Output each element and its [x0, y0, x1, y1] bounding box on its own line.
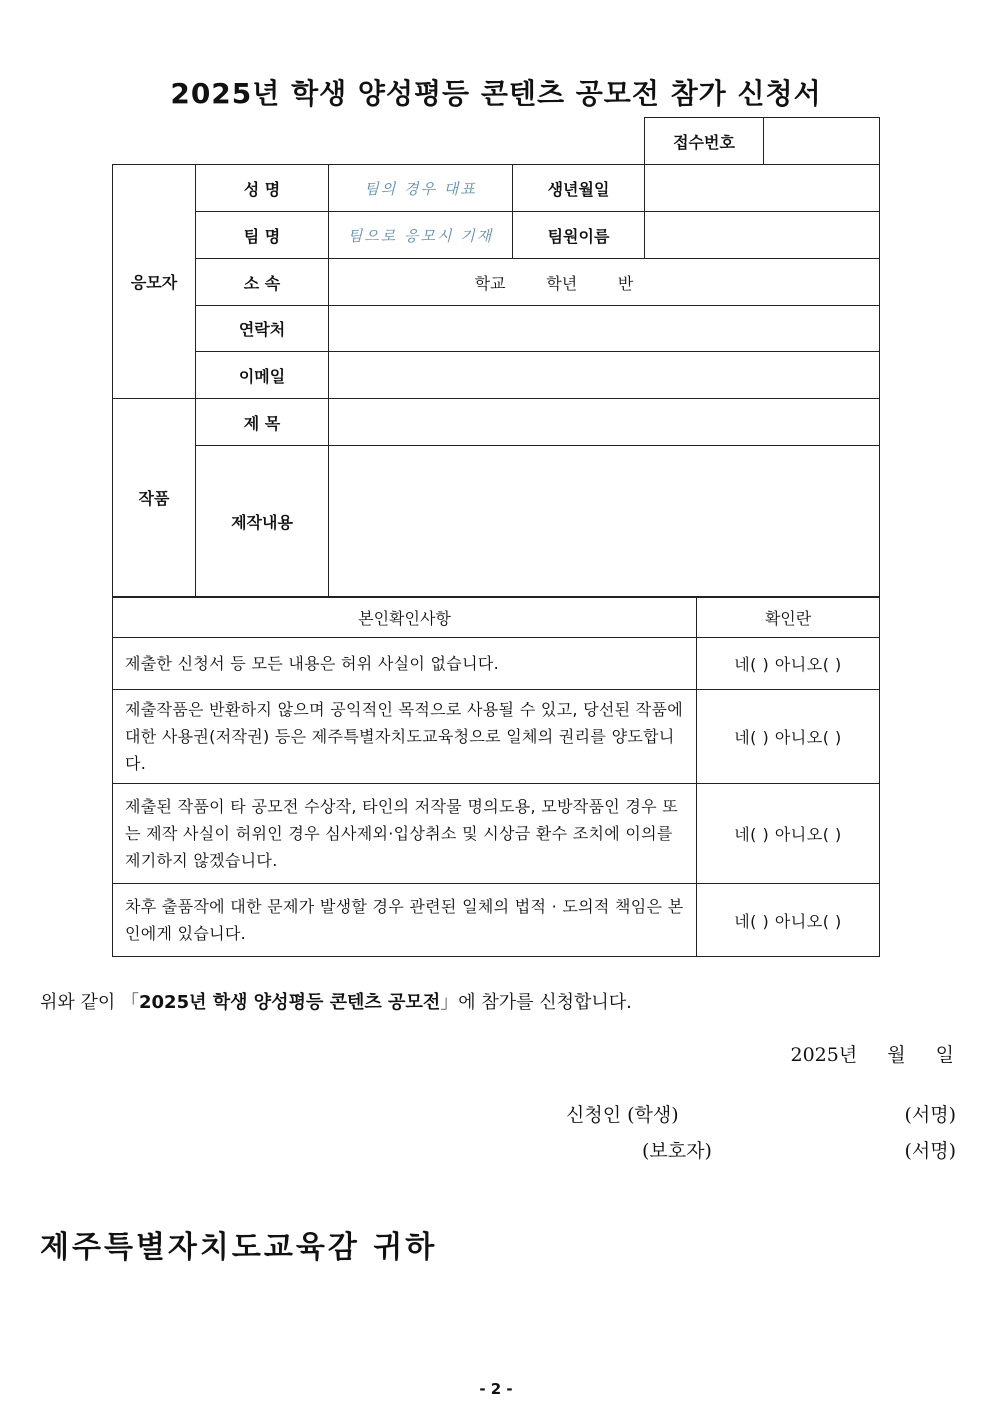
name-label: 성 명: [196, 165, 329, 212]
affiliation-label: 소 속: [196, 259, 329, 306]
team-label: 팀 명: [196, 212, 329, 259]
work-content-label: 제작내용: [196, 446, 329, 597]
email-field[interactable]: [329, 352, 880, 399]
student-signature-label: 신청인 (학생): [566, 1104, 679, 1126]
work-content-field[interactable]: [329, 446, 880, 597]
form-title: 2025년 학생 양성평등 콘텐츠 공모전 참가 신청서: [170, 77, 822, 110]
contact-field[interactable]: [329, 306, 880, 352]
birth-field[interactable]: [645, 165, 880, 212]
members-label: 팀원이름: [513, 212, 645, 259]
confirm-yes-no-4[interactable]: 네( ) 아니오( ): [697, 884, 880, 957]
guardian-signature-mark[interactable]: (서명): [904, 1140, 956, 1162]
applicant-work-table: [112, 164, 880, 597]
confirm-yes-no-1[interactable]: 네( ) 아니오( ): [697, 638, 880, 690]
receipt-table: [644, 117, 880, 165]
contact-label: 연락처: [196, 306, 329, 352]
confirm-yes-no-3[interactable]: 네( ) 아니오( ): [697, 784, 880, 884]
confirm-items-header: 본인확인사항: [113, 598, 697, 638]
application-prefix: 위와 같이 「: [40, 992, 139, 1013]
confirm-statement-2: 제출작품은 반환하지 않으며 공익적인 목적으로 사용될 수 있고, 당선된 작품에 대한 사용권(저작권) 등은 제주특별자치도교육청으로 일체의 권리를 양도합니다.: [113, 690, 697, 784]
confirm-statement-3: 제출된 작품이 타 공모전 수상작, 타인의 저작물 명의도용, 모방작품인 경우 또는 제작 사실이 허위인 경우 심사제외·입상취소 및 시상금 환수 조치에 이의를 제기하지 않겠습니다.: [113, 784, 697, 884]
receipt-label: 접수번호: [645, 118, 764, 165]
applicant-section-label: 응모자: [113, 165, 196, 399]
confirm-yes-no-2[interactable]: 네( ) 아니오( ): [697, 690, 880, 784]
student-signature-mark[interactable]: (서명): [904, 1104, 956, 1126]
application-suffix: 」에 참가를 신청합니다.: [440, 992, 632, 1013]
work-title-label: 제 목: [196, 399, 329, 446]
application-statement: [40, 988, 632, 1014]
confirm-statement-1: 제출한 신청서 등 모든 내용은 허위 사실이 없습니다.: [113, 638, 697, 690]
page-number: - 2 -: [479, 1380, 513, 1398]
addressee: 제주특별자치도교육감 귀하: [40, 1230, 438, 1265]
receipt-number-field[interactable]: [764, 118, 880, 165]
guardian-signature-label: (보호자): [642, 1140, 712, 1162]
application-date: 2025년 월 일: [790, 1044, 954, 1066]
members-field[interactable]: [645, 212, 880, 259]
birth-label: 생년월일: [513, 165, 645, 212]
name-field[interactable]: 팀의 경우 대표: [329, 165, 513, 212]
work-title-field[interactable]: [329, 399, 880, 446]
team-field[interactable]: 팀으로 응모시 기재: [329, 212, 513, 259]
email-label: 이메일: [196, 352, 329, 399]
confirm-statement-4: 차후 출품작에 대한 문제가 발생할 경우 관련된 일체의 법적 · 도의적 책임은 본인에게 있습니다.: [113, 884, 697, 957]
application-contest-name: 2025년 학생 양성평등 콘텐츠 공모전: [139, 992, 441, 1013]
confirm-check-header: 확인란: [697, 598, 880, 638]
confirmation-table: [112, 597, 880, 957]
work-section-label: 작품: [113, 399, 196, 597]
affiliation-field[interactable]: 학교 학년 반: [329, 259, 880, 306]
